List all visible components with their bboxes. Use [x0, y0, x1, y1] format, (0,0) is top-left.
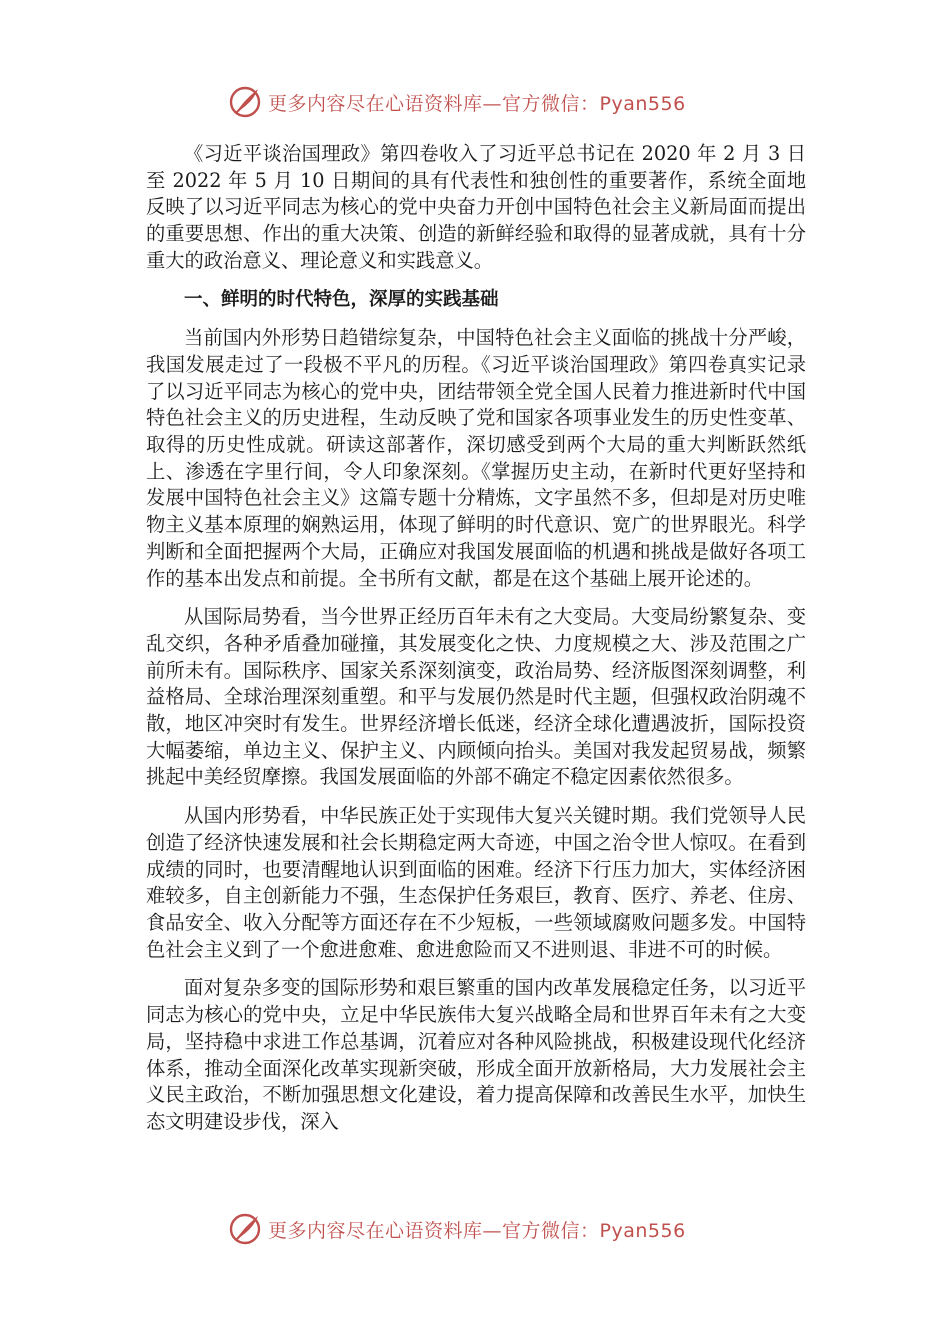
paragraph-3: 从国内形势看，中华民族正处于实现伟大复兴关键时期。我们党领导人民创造了经济快速发展和社会长期稳定两大奇迹，中国之治令世人惊叹。在看到成绩的同时，也要清醒地认识到面临的困难。经济下行压力加大，实体经济困难较多，自主创新能力不强，生态保护任务艰巨，教育、医疗、养老、住房、食品安全、收入分配等方面还存在不少短板，一些领域腐败问题多发。中国特色社会主义到了一个愈进愈难、愈进愈险而又不进则退、非进不可的时候。 [146, 804, 806, 961]
footer-banner-text: 更多内容尽在心语资料库—官方微信：Pyan556 [268, 1219, 686, 1242]
feather-pen-circle-icon [228, 85, 262, 119]
paragraph-4: 面对复杂多变的国际形势和艰巨繁重的国内改革发展稳定任务，以习近平同志为核心的党中央，立足中华民族伟大复兴战略全局和世界百年未有之大变局，坚持稳中求进工作总基调，沉着应对各种风险挑战，积极建设现代化经济体系，推动全面深化改革实现新突破，形成全面开放新格局，大力发展社会主义民主政治，不断加强思想文化建设，着力提高保障和改善民生水平，加快生态文明建设步伐，深入 [146, 976, 806, 1133]
header-banner-handle: Pyan556 [599, 92, 686, 115]
paragraph-1: 当前国内外形势日趋错综复杂，中国特色社会主义面临的挑战十分严峻，我国发展走过了一段极不平凡的历程。《习近平谈治国理政》第四卷真实记录了以习近平同志为核心的党中央，团结带领全党全国人民着力推进新时代中国特色社会主义的历史进程，生动反映了党和国家各项事业发生的历史性变革、取得的历史性成就。研读这部著作，深切感受到两个大局的重大判断跃然纸上、渗透在字里行间，令人印象深刻。《掌握历史主动，在新时代更好坚持和发展中国特色社会主义》这篇专题十分精炼，文字虽然不多，但却是对历史唯物主义基本原理的娴熟运用，体现了鲜明的时代意识、宽广的世界眼光。科学判断和全面把握两个大局，正确应对我国发展面临的机遇和挑战是做好各项工作的基本出发点和前提。全书所有文献，都是在这个基础上展开论述的。 [146, 326, 806, 590]
footer-banner-handle: Pyan556 [599, 1219, 686, 1242]
section-heading: 一、鲜明的时代特色，深厚的实践基础 [184, 288, 499, 310]
intro-paragraph: 《习近平谈治国理政》第四卷收入了习近平总书记在 2020 年 2 月 3 日至 2022 年 5 月 10 日期间的具有代表性和独创性的重要著作，系统全面地反映了以习近平同志为核心的党中央奋力开创中国特色社会主义新局面而提出的重要思想、作出的重大决策、创造的新鲜经验和取得的显著成就，具有十分重大的政治意义、理论意义和实践意义。 [146, 142, 806, 272]
header-banner-text: 更多内容尽在心语资料库—官方微信：Pyan556 [268, 92, 686, 115]
feather-pen-circle-icon [228, 1212, 262, 1246]
document-body [146, 141, 806, 1148]
header-banner [228, 82, 788, 122]
paragraph-2: 从国际局势看，当今世界正经历百年未有之大变局。大变局纷繁复杂、变乱交织，各种矛盾叠加碰撞，其发展变化之快、力度规模之大、涉及范围之广前所未有。国际秩序、国家关系深刻演变，政治局势、经济版图深刻调整，利益格局、全球治理深刻重塑。和平与发展仍然是时代主题，但强权政治阴魂不散，地区冲突时有发生。世界经济增长低迷，经济全球化遭遇波折，国际投资大幅萎缩，单边主义、保护主义、内顾倾向抬头。美国对我发起贸易战，频繁挑起中美经贸摩擦。我国发展面临的外部不确定不稳定因素依然很多。 [146, 605, 806, 789]
footer-banner [228, 1209, 788, 1249]
